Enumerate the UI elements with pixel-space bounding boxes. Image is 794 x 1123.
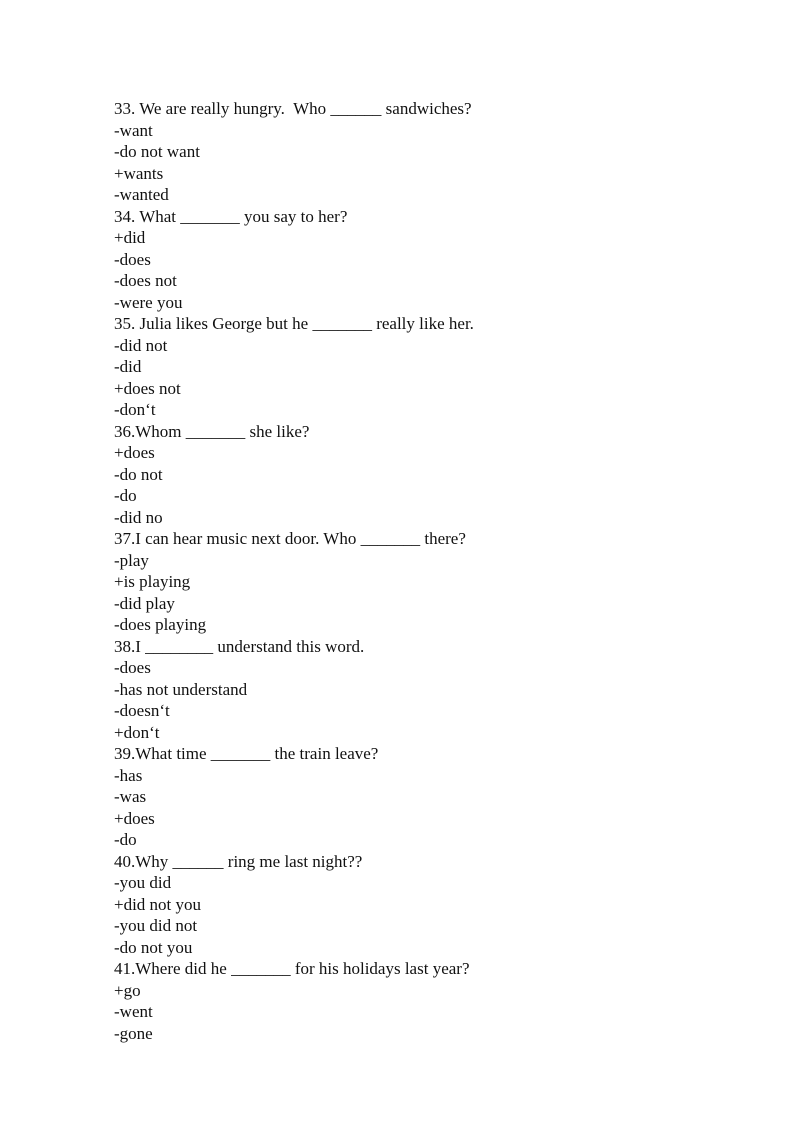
answer-option: +is playing bbox=[114, 572, 191, 591]
answer-option: -does bbox=[114, 658, 151, 677]
answer-option: -does not bbox=[114, 271, 177, 290]
answer-option: -do not bbox=[114, 464, 163, 484]
answer-option: -does playing bbox=[114, 615, 207, 634]
answer-option: +don‘t bbox=[114, 722, 160, 742]
answer-option: -did bbox=[114, 357, 142, 376]
answer-option: +did bbox=[114, 228, 146, 247]
answer-option: -wanted bbox=[114, 185, 169, 204]
question-text: 41.Where did he _______ for his holidays last year? bbox=[114, 959, 470, 978]
answer-option: -was bbox=[114, 787, 147, 806]
answer-option: -do bbox=[114, 830, 137, 849]
answer-option: +wants bbox=[114, 163, 164, 183]
answer-option: -has bbox=[114, 765, 143, 785]
answer-option: +does bbox=[114, 443, 155, 462]
answer-option: -did no bbox=[114, 507, 163, 527]
answer-option: +did not you bbox=[114, 894, 202, 914]
question-text: 39.What time _______ the train leave? bbox=[114, 744, 379, 763]
answer-option: -don‘t bbox=[114, 400, 156, 419]
answer-option: -went bbox=[114, 1002, 153, 1021]
answer-option: +go bbox=[114, 980, 141, 1000]
question-text: 34. What _______ you say to her? bbox=[114, 206, 348, 226]
answer-option: -were you bbox=[114, 292, 183, 312]
answer-option: -doesn‘t bbox=[114, 701, 170, 720]
question-text: 33. We are really hungry. Who ______ sandwiches? bbox=[114, 99, 472, 118]
answer-option: -has not understand bbox=[114, 679, 248, 699]
answer-option: -do not you bbox=[114, 937, 193, 957]
answer-option: -did play bbox=[114, 593, 175, 613]
answer-option: -play bbox=[114, 550, 149, 570]
question-text: 40.Why ______ ring me last night?? bbox=[114, 851, 363, 871]
answer-option: -did not bbox=[114, 335, 168, 355]
question-text: 38.I ________ understand this word. bbox=[114, 636, 365, 656]
question-list bbox=[114, 98, 734, 1044]
answer-option: -do bbox=[114, 486, 137, 505]
question-text: 37.I can hear music next door. Who _______ there? bbox=[114, 529, 466, 548]
answer-option: +does not bbox=[114, 378, 181, 398]
answer-option: -do not want bbox=[114, 142, 200, 161]
answer-option: +does bbox=[114, 808, 155, 828]
answer-option: -want bbox=[114, 120, 153, 140]
answer-option: -you did not bbox=[114, 916, 198, 935]
question-text: 36.Whom _______ she like? bbox=[114, 421, 310, 441]
answer-option: -gone bbox=[114, 1023, 153, 1043]
question-text: 35. Julia likes George but he _______ really like her. bbox=[114, 314, 474, 333]
answer-option: -does bbox=[114, 249, 151, 269]
answer-option: -you did bbox=[114, 873, 172, 892]
